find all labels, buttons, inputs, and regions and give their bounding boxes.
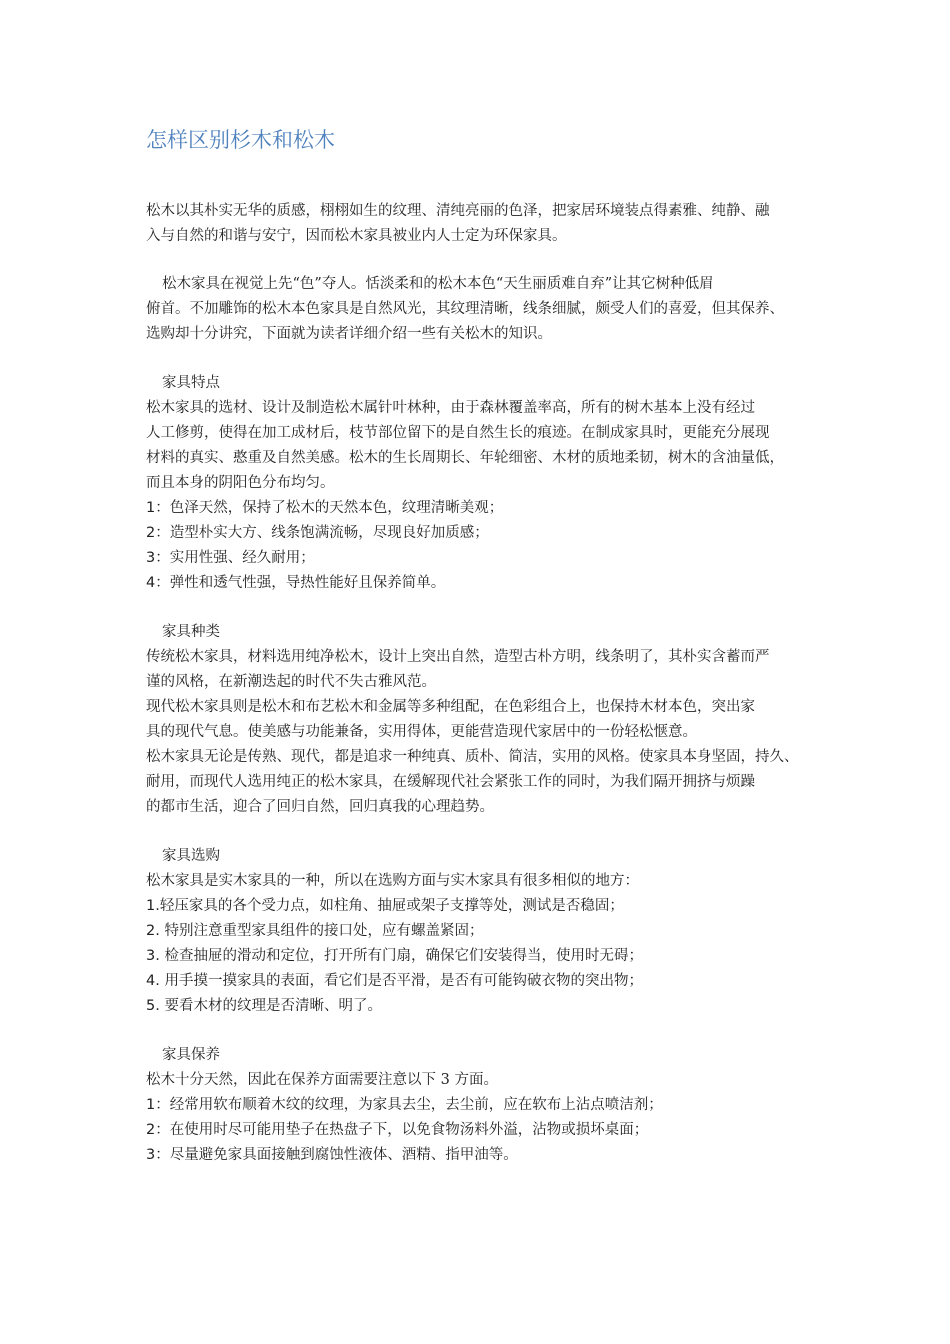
types-text-line: 的都市生活，迎合了回归自然，回归真我的心理趋势。 xyxy=(146,799,494,815)
features-list-item: 3：实用性强、经久耐用； xyxy=(146,550,315,566)
buying-text-line: 松木家具是实木家具的一种，所以在选购方面与实木家具有很多相似的地方： xyxy=(146,873,639,889)
buying-list-item: 1.轻压家具的各个受力点，如柱角、抽屉或架子支撑等处，测试是否稳固； xyxy=(146,898,624,914)
care-list-item: 2：在使用时尽可能用垫子在热盘子下，以免食物汤料外溢，沾物或损坏桌面； xyxy=(146,1122,649,1138)
care-list-item: 3：尽量避免家具面接触到腐蚀性液体、酒精、指甲油等。 xyxy=(146,1147,518,1163)
types-text-line: 谨的风格，在新潮迭起的时代不失古雅风范。 xyxy=(146,674,436,690)
section-heading-types: 家具种类 xyxy=(162,624,220,640)
types-text-line: 传统松木家具，材料选用纯净松木，设计上突出自然，造型古朴方明，线条明了，其朴实含蓄而严 xyxy=(146,649,770,665)
section-heading-features: 家具特点 xyxy=(162,375,220,391)
document-body xyxy=(146,199,816,1168)
features-list-item: 2：造型朴实大方、线条饱满流畅，尽现良好加质感； xyxy=(146,525,489,541)
buying-list-item: 5. 要看木材的纹理是否清晰、明了。 xyxy=(146,998,382,1014)
care-list-item: 1：经常用软布顺着木纹的纹理，为家具去尘，去尘前，应在软布上沾点喷洁剂； xyxy=(146,1097,663,1113)
buying-list-item: 4. 用手摸一摸家具的表面，看它们是否平滑，是否有可能钩破衣物的突出物； xyxy=(146,973,643,989)
features-text-line: 而且本身的阴阳色分布均匀。 xyxy=(146,475,335,491)
features-list-item: 1：色泽天然，保持了松木的天然本色，纹理清晰美观； xyxy=(146,500,504,516)
intro-line: 选购却十分讲究，下面就为读者详细介绍一些有关松木的知识。 xyxy=(146,326,552,342)
types-text-line: 具的现代气息。使美感与功能兼备，实用得体，更能营造现代家居中的一份轻松惬意。 xyxy=(146,724,697,740)
features-text-line: 材料的真实、憨重及自然美感。松木的生长周期长、年轮细密、木材的质地柔韧，树木的含油量低， xyxy=(146,450,784,466)
buying-list-item: 2. 特别注意重型家具组件的接口处，应有螺盖紧固； xyxy=(146,923,484,939)
intro-line: 俯首。不加雕饰的松木本色家具是自然风光，其纹理清晰，线条细腻，颇受人们的喜爱，但其保养、 xyxy=(146,301,784,317)
intro-line: 松木以其朴实无华的质感，栩栩如生的纹理、清纯亮丽的色泽，把家居环境装点得素雅、纯静、融 xyxy=(146,203,770,219)
buying-list-item: 3. 检查抽屉的滑动和定位，打开所有门扇，确保它们安装得当，使用时无碍； xyxy=(146,948,643,964)
care-text-line: 松木十分天然，因此在保养方面需要注意以下 3 方面。 xyxy=(146,1072,498,1088)
types-text-line: 耐用，而现代人选用纯正的松木家具，在缓解现代社会紧张工作的同时，为我们隔开拥挤与烦躁 xyxy=(146,774,755,790)
section-heading-buying: 家具选购 xyxy=(162,848,220,864)
features-text-line: 松木家具的选材、设计及制造松木属针叶林种，由于森林覆盖率高，所有的树木基本上没有经过 xyxy=(146,400,755,416)
types-text-line: 现代松木家具则是松木和布艺松木和金属等多种组配，在色彩组合上，也保持木材本色，突出家 xyxy=(146,699,755,715)
document-title: 怎样区别杉木和松木 xyxy=(146,128,335,152)
section-heading-care: 家具保养 xyxy=(162,1047,220,1063)
types-text-line: 松木家具无论是传熟、现代，都是追求一种纯真、质朴、简洁，实用的风格。使家具本身坚固，持久、 xyxy=(146,749,799,765)
intro-line: 松木家具在视觉上先“色”夺人。恬淡柔和的松木本色“天生丽质难自弃”让其它树种低眉 xyxy=(162,276,714,292)
features-text-line: 人工修剪，使得在加工成材后，枝节部位留下的是自然生长的痕迹。在制成家具时，更能充分展现 xyxy=(146,425,770,441)
features-list-item: 4：弹性和透气性强，导热性能好且保养简单。 xyxy=(146,575,446,591)
intro-line: 入与自然的和谐与安宁，因而松木家具被业内人士定为环保家具。 xyxy=(146,228,567,244)
